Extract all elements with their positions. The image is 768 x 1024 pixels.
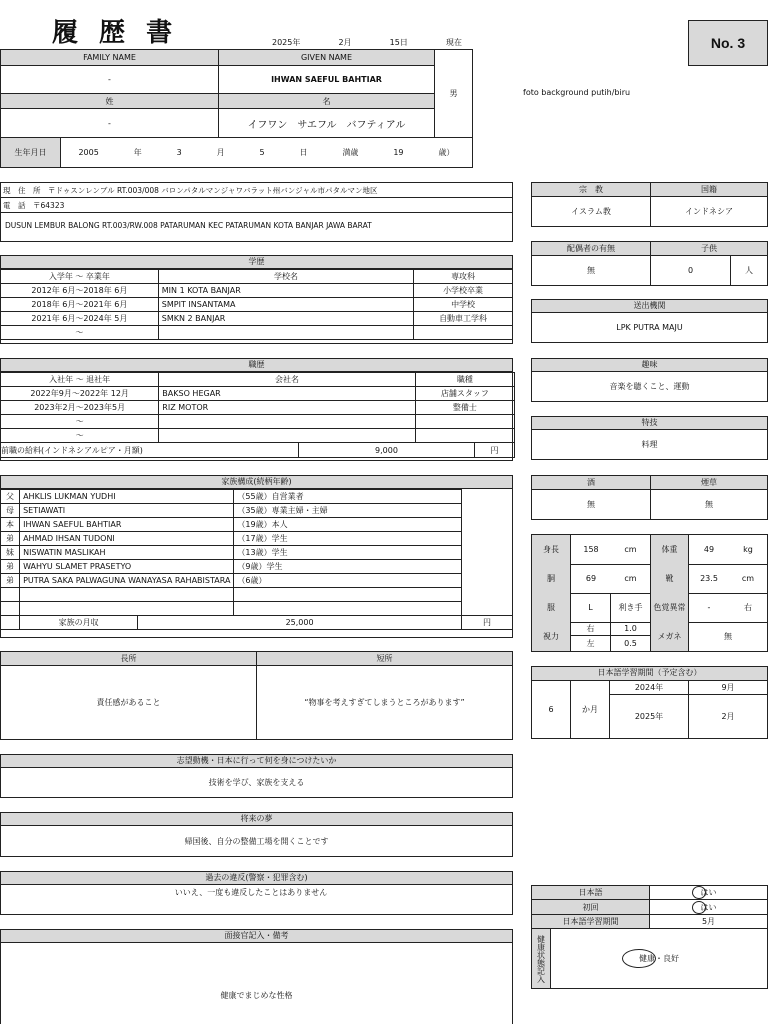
- hobby-box: [531, 358, 768, 402]
- table-row: [1, 326, 513, 340]
- agency-value: LPK PUTRA MAJU: [616, 323, 683, 332]
- family-relation: 本: [1, 518, 20, 532]
- weight-unit: kg: [743, 545, 753, 554]
- children-label: 子供: [650, 242, 767, 256]
- comment-box: [0, 929, 513, 1024]
- birth-day-unit: 日: [299, 148, 308, 157]
- education-cell: 2021年 6月～2024年 5月: [1, 312, 159, 326]
- address-block: [0, 182, 513, 242]
- work-title: 職歴: [1, 359, 512, 372]
- violation-box: [0, 871, 513, 915]
- work-cell: RIZ MOTOR: [159, 401, 415, 415]
- interview-note: 健康・良好: [639, 954, 679, 963]
- table-row: [1, 401, 515, 415]
- table-row: [1, 588, 513, 602]
- age-value: 19: [393, 148, 404, 157]
- future-dream-value: 帰国後、自分の整備工場を開くことです: [184, 836, 329, 846]
- work-col-header: 入社年 ～ 退社年: [1, 373, 159, 387]
- education-cell: 2012年 6月～2018年 6月: [1, 284, 159, 298]
- family-detail: （55歳）自営業者: [234, 490, 462, 504]
- education-cell: 中学校: [414, 298, 513, 312]
- table-row: [1, 546, 513, 560]
- family-name: IHWAN SAEFUL BAHTIAR: [20, 518, 234, 532]
- family-name: SETIAWATI: [20, 504, 234, 518]
- table-row: [1, 602, 513, 616]
- circle-mark-1: [692, 886, 706, 899]
- family-relation: [1, 588, 20, 602]
- hand-label: 利き手: [618, 603, 643, 612]
- violation-label: 過去の違反(警察・犯罪含む): [1, 872, 512, 885]
- religion-value: イスラム教: [571, 207, 611, 216]
- table-row: [1, 284, 513, 298]
- family-detail: （17歳）学生: [234, 532, 462, 546]
- identity-block: [0, 49, 473, 168]
- hobby-label: 趣味: [532, 359, 767, 372]
- family-name: [20, 588, 234, 602]
- interview-side-label: 健康状態記入: [532, 929, 551, 988]
- nationality-label: 国籍: [650, 183, 767, 197]
- family-detail: （19歳）本人: [234, 518, 462, 532]
- interview-row3-label: 日本語学習期間: [532, 915, 650, 929]
- color-value: -: [707, 603, 711, 612]
- work-col-header: 会社名: [159, 373, 415, 387]
- religion-label: 宗 教: [532, 183, 650, 197]
- waist-label: 胴: [532, 564, 571, 593]
- table-row: [1, 518, 513, 532]
- table-row: [1, 387, 515, 401]
- size-label: 服: [532, 593, 571, 622]
- work-cell: 整備士: [415, 401, 514, 415]
- family-detail: [234, 588, 462, 602]
- work-table: [0, 358, 513, 461]
- given-name-label: GIVEN NAME: [218, 50, 434, 66]
- skill-value: 料理: [641, 440, 658, 449]
- family-detail: （35歳）専業主婦・主婦: [234, 504, 462, 518]
- document-number: No. 3: [688, 20, 768, 66]
- study-end-month: 2月: [721, 712, 735, 721]
- strengths-value: 責任感があること: [96, 698, 161, 707]
- work-cell: [159, 429, 415, 443]
- birth-year: 2005: [78, 148, 99, 157]
- given-name-value: IHWAN SAEFUL BAHTIAR: [218, 66, 434, 94]
- work-cell: [159, 415, 415, 429]
- work-cell: BAKSO HEGAR: [159, 387, 415, 401]
- date-day: 15日: [389, 38, 408, 47]
- birth-month: 3: [176, 148, 182, 157]
- waist-value: 69: [585, 574, 597, 583]
- motivation-box: [0, 754, 513, 798]
- interview-row1-value: はい: [650, 886, 767, 900]
- hobby-value: 音楽を聴くこと、運動: [609, 382, 690, 391]
- education-grid: [0, 269, 513, 340]
- family-detail: （13歳）学生: [234, 546, 462, 560]
- interview-row2-value: はい: [650, 900, 767, 915]
- work-cell: ～: [1, 415, 159, 429]
- family-relation: [1, 602, 20, 616]
- work-cell: [415, 415, 514, 429]
- income-label: 家族の月収: [20, 616, 138, 630]
- date-month: 2月: [338, 38, 352, 47]
- family-name: [20, 602, 234, 616]
- nationality-value: インドネシア: [650, 197, 767, 226]
- spouse-label: 配偶者の有無: [532, 242, 650, 256]
- future-dream-label: 将来の夢: [1, 813, 512, 826]
- birth-label: 生年月日: [1, 138, 61, 167]
- height-label: 身長: [532, 535, 571, 564]
- education-col-header: 入学年 ～ 卒業年: [1, 270, 159, 284]
- study-period-label: 日本語学習期間（予定含む）: [532, 667, 767, 681]
- children-value: 0: [650, 256, 730, 285]
- education-cell: 2018年 6月～2021年 6月: [1, 298, 159, 312]
- document-date: [272, 37, 462, 48]
- work-grid: [0, 372, 515, 458]
- interview-row3-value: 5月: [650, 915, 767, 929]
- alcohol-value: 無: [587, 500, 595, 509]
- height-unit: cm: [624, 545, 637, 554]
- agency-box: [531, 299, 768, 343]
- date-year: 2025年: [272, 38, 301, 47]
- future-dream-box: [0, 812, 513, 857]
- study-end-year: 2025年: [610, 695, 689, 738]
- study-start-month: 9月: [689, 681, 767, 695]
- glasses-value: 無: [724, 632, 732, 641]
- birth-date: [61, 138, 472, 167]
- photo-note: foto background putih/biru: [523, 88, 631, 97]
- family-name: AHMAD IHSAN TUDONI: [20, 532, 234, 546]
- eye-label: 視力: [532, 622, 571, 651]
- age-prefix: 満歳: [342, 148, 359, 157]
- comment-value: 健康でまじめな性格: [220, 990, 293, 1000]
- eye-right-value: 1.0: [611, 622, 650, 636]
- eye-right-label: 右: [571, 622, 611, 636]
- address-line-1: 現 住 所 〒ドゥスンレンブル RT.003/008 バロンパタルマンジャワバラット州バンジャル市パタルマン地区: [3, 186, 378, 195]
- color-label: 色覚異常: [650, 593, 689, 622]
- education-cell: 自動車工学科: [414, 312, 513, 326]
- weight-label: 体重: [650, 535, 689, 564]
- table-row: [1, 415, 515, 429]
- income-row: [1, 616, 513, 630]
- interview-box: [531, 885, 768, 989]
- study-period-box: [531, 666, 768, 739]
- body-measurements-box: [531, 534, 768, 652]
- alcohol-tobacco-box: [531, 475, 768, 520]
- height-value: 158: [583, 545, 599, 554]
- spouse-value: 無: [587, 266, 595, 275]
- work-col-header: 職種: [415, 373, 514, 387]
- sex-value: 男: [434, 50, 472, 138]
- salary-label: 前職の給料(インドネシアルピア・月額): [1, 445, 143, 455]
- income-spacer: [1, 616, 20, 630]
- skill-box: [531, 416, 768, 460]
- family-name: WAHYU SLAMET PRASETYO: [20, 560, 234, 574]
- education-cell: [414, 326, 513, 340]
- work-cell: 店舗スタッフ: [415, 387, 514, 401]
- family-name-label: FAMILY NAME: [1, 50, 218, 66]
- birth-year-unit: 年: [133, 148, 142, 157]
- spouse-children-box: [531, 241, 768, 286]
- eye-left-label: 左: [571, 636, 611, 651]
- family-name: NISWATIN MASLIKAH: [20, 546, 234, 560]
- kana-family-value: -: [1, 109, 218, 138]
- birth-month-unit: 月: [216, 148, 225, 157]
- size-value: L: [571, 593, 611, 622]
- income-value: 25,000: [138, 616, 462, 630]
- interview-row1-label: 日本語: [532, 886, 650, 900]
- table-row: [1, 504, 513, 518]
- religion-nationality-box: [531, 182, 768, 227]
- family-detail: （6歳）: [234, 574, 462, 588]
- motivation-value: 技術を学び、家族を支える: [208, 778, 305, 787]
- date-suffix: 現在: [445, 38, 462, 47]
- address-line-2: 電 話 〒64323: [3, 201, 65, 210]
- education-col-header: 学校名: [158, 270, 413, 284]
- work-cell: ～: [1, 429, 159, 443]
- salary-value: 9,000: [298, 443, 474, 457]
- tobacco-label: 煙草: [650, 476, 767, 490]
- table-row: [1, 574, 513, 588]
- kana-family-label: 姓: [1, 94, 218, 109]
- weaknesses-label: 短所: [256, 652, 512, 666]
- table-row: [1, 298, 513, 312]
- agency-label: 送出機関: [532, 300, 767, 313]
- color-unit: 右: [744, 603, 752, 612]
- work-cell: 2022年9月～2022年 12月: [1, 387, 159, 401]
- strengths-box: [0, 651, 513, 740]
- salary-row: [1, 443, 515, 458]
- weaknesses-value: “物事を考えすぎてしまうところがあります”: [256, 666, 512, 739]
- table-row: [1, 532, 513, 546]
- family-detail: [234, 602, 462, 616]
- table-row: [1, 560, 513, 574]
- document-title: 履 歴 書: [52, 18, 179, 48]
- education-cell: [158, 326, 413, 340]
- kana-given-label: 名: [218, 94, 434, 109]
- waist-unit: cm: [624, 574, 637, 583]
- family-relation: 弟: [1, 532, 20, 546]
- skill-label: 特技: [532, 417, 767, 430]
- income-unit: 円: [462, 616, 513, 630]
- table-row: [1, 312, 513, 326]
- education-cell: 小学校卒業: [414, 284, 513, 298]
- children-unit: 人: [730, 256, 767, 285]
- family-relation: 母: [1, 504, 20, 518]
- education-cell: ～: [1, 326, 159, 340]
- comment-label: 面接官記入・備考: [1, 930, 512, 943]
- shoe-value: 23.5: [700, 574, 718, 583]
- family-grid: [0, 489, 513, 630]
- family-relation: 弟: [1, 574, 20, 588]
- glasses-label: メガネ: [650, 622, 689, 651]
- salary-cell: [1, 443, 515, 458]
- weight-value: 49: [703, 545, 715, 554]
- family-relation: 妹: [1, 546, 20, 560]
- family-name: AHKLIS LUKMAN YUDHI: [20, 490, 234, 504]
- tobacco-value: 無: [650, 490, 767, 519]
- family-table: [0, 475, 513, 638]
- table-row: [1, 429, 515, 443]
- family-relation: 父: [1, 490, 20, 504]
- motivation-label: 志望動機・日本に行って何を身につけたいか: [1, 755, 512, 768]
- address-line-3: DUSUN LEMBUR BALONG RT.003/RW.008 PATARUMAN KEC PATARUMAN KOTA BANJAR JAWA BARAT: [5, 221, 372, 230]
- birth-day: 5: [259, 148, 265, 157]
- eye-left-value: 0.5: [624, 639, 637, 648]
- shoe-unit: cm: [741, 574, 755, 583]
- violation-value: いいえ、一度も違反したことはありません: [174, 888, 328, 897]
- education-cell: SMKN 2 BANJAR: [158, 312, 413, 326]
- family-detail: （9歳）学生: [234, 560, 462, 574]
- circle-mark-3: [622, 949, 656, 968]
- family-title: 家族構成(続柄年齢): [1, 476, 512, 489]
- strengths-label: 長所: [1, 652, 256, 666]
- salary-unit: 円: [474, 443, 514, 457]
- work-cell: 2023年2月～2023年5月: [1, 401, 159, 415]
- study-months: 6: [532, 681, 571, 738]
- study-months-unit: か月: [571, 681, 610, 738]
- kana-given-value: イフワン サエフル バフティアル: [218, 109, 434, 138]
- family-name-value: -: [1, 66, 218, 94]
- table-row: [1, 490, 513, 504]
- study-start-year: 2024年: [610, 681, 689, 695]
- alcohol-label: 酒: [532, 476, 650, 490]
- shoe-label: 靴: [650, 564, 689, 593]
- education-col-header: 専攻科: [414, 270, 513, 284]
- education-table: [0, 255, 513, 344]
- family-relation: 弟: [1, 560, 20, 574]
- circle-mark-2: [692, 901, 706, 914]
- education-cell: SMPIT INSANTAMA: [158, 298, 413, 312]
- interview-row2-label: 初回: [532, 900, 650, 915]
- work-cell: [415, 429, 514, 443]
- family-name: PUTRA SAKA PALWAGUNA WANAYASA RAHABISTARA: [20, 574, 234, 588]
- age-unit: 歳）: [438, 148, 455, 157]
- education-cell: MIN 1 KOTA BANJAR: [158, 284, 413, 298]
- education-title: 学歴: [1, 256, 512, 269]
